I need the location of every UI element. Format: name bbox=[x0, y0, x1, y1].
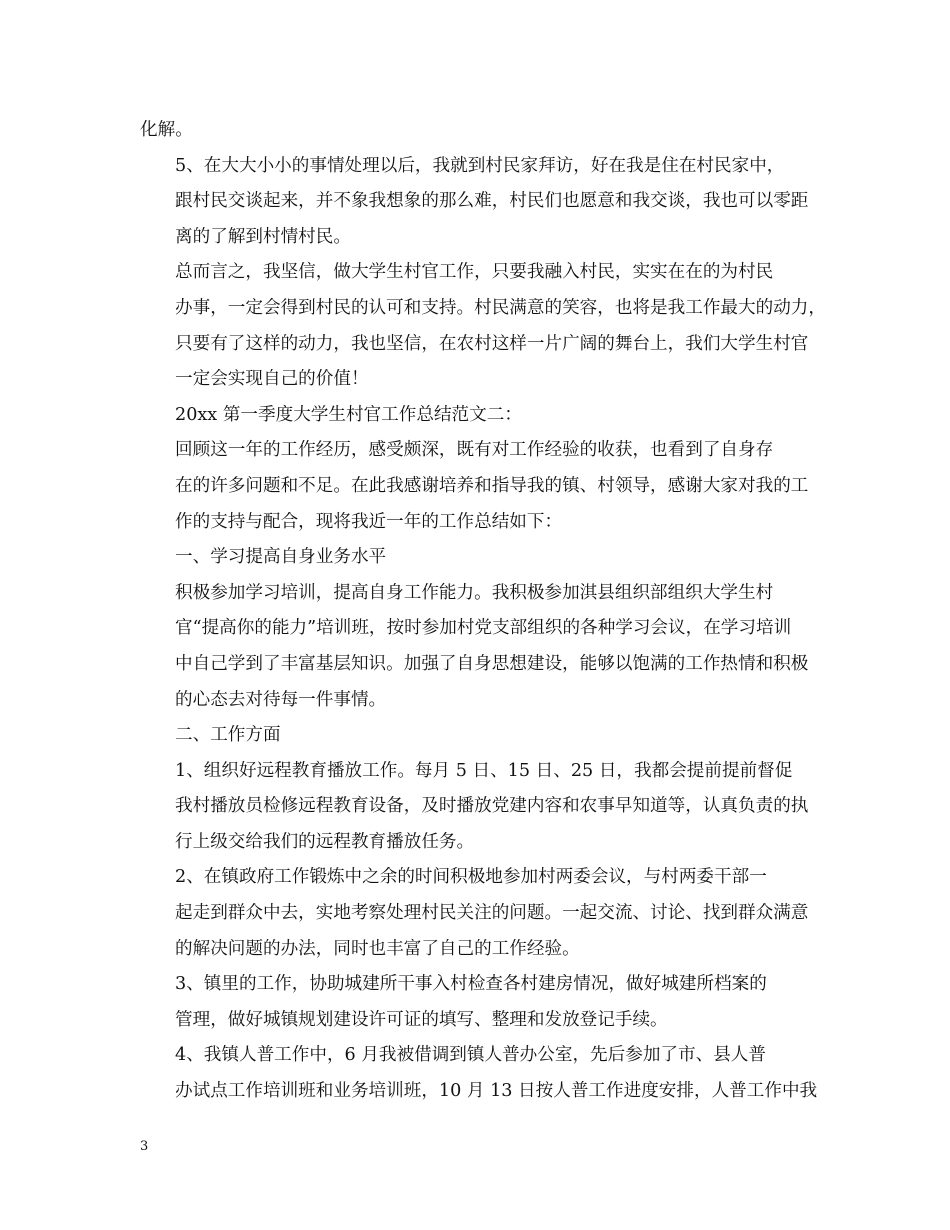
page-number: 3 bbox=[140, 1139, 149, 1154]
paragraph bbox=[140, 398, 810, 434]
text-line: 2、在镇政府工作锻炼中之余的时间积极地参加村两委会议，与村两委干部一 bbox=[175, 867, 767, 888]
text-line: 只要有了这样的动力，我也坚信，在农村这样一片广阔的舞台上，我们大学生村官 bbox=[175, 333, 809, 354]
text-line: 一定会实现自己的价值！ bbox=[175, 369, 369, 390]
paragraph bbox=[140, 576, 810, 718]
paragraph bbox=[140, 113, 810, 149]
paragraph bbox=[140, 149, 810, 256]
text-line: 我村播放员检修远程教育设备，及时播放党建内容和农事早知道等，认真负责的执 bbox=[175, 796, 809, 817]
text-line: 官“提高你的能力”培训班，按时参加村党支部组织的各种学习会议，在学习培训 bbox=[175, 618, 792, 639]
text-line: 4、我镇人普工作中，6 月我被借调到镇人普办公室，先后参加了市、县人普 bbox=[175, 1045, 766, 1066]
document-body bbox=[140, 113, 826, 1110]
text-line: 回顾这一年的工作经历，感受颇深，既有对工作经验的收获，也看到了自身存 bbox=[175, 440, 774, 461]
paragraph bbox=[140, 860, 810, 967]
text-line: 二、工作方面 bbox=[175, 725, 281, 746]
paragraph bbox=[140, 433, 810, 540]
text-line: 20xx 第一季度大学生村官工作总结范文二： bbox=[175, 404, 522, 425]
text-line: 化解。 bbox=[140, 120, 193, 140]
text-line: 管理，做好城镇规划建设许可证的填写、整理和发放登记手续。 bbox=[175, 1009, 668, 1030]
paragraph bbox=[140, 255, 826, 397]
text-line: 作的支持与配合，现将我近一年的工作总结如下： bbox=[175, 511, 563, 532]
paragraph bbox=[140, 754, 810, 861]
text-line: 的心态去对待每一件事情。 bbox=[175, 689, 387, 710]
text-line: 办试点工作培训班和业务培训班，10 月 13 日按人普工作进度安排，人普工作中我 bbox=[175, 1081, 818, 1102]
text-line: 起走到群众中去，实地考察处理村民关注的问题。一起交流、讨论、找到群众满意 bbox=[175, 903, 809, 924]
paragraph bbox=[140, 718, 810, 754]
text-line: 行上级交给我们的远程教育播放任务。 bbox=[175, 831, 475, 852]
text-line: 在的许多问题和不足。在此我感谢培养和指导我的镇、村领导，感谢大家对我的工 bbox=[175, 475, 809, 496]
paragraph bbox=[140, 540, 810, 576]
paragraph bbox=[140, 1038, 818, 1109]
paragraph bbox=[140, 967, 810, 1038]
text-line: 离的了解到村情村民。 bbox=[175, 226, 351, 247]
text-line: 的解决问题的办法，同时也丰富了自己的工作经验。 bbox=[175, 938, 580, 959]
text-line: 办事，一定会得到村民的认可和支持。村民满意的笑容，也将是我工作最大的动力， bbox=[175, 297, 826, 318]
text-line: 3、镇里的工作，协助城建所干事入村检查各村建房情况，做好城建所档案的 bbox=[175, 974, 767, 995]
text-line: 跟村民交谈起来，并不象我想象的那么难，村民们也愿意和我交谈，我也可以零距 bbox=[175, 191, 809, 212]
text-line: 1、组织好远程教育播放工作。每月 5 日、15 日、25 日，我都会提前提前督促 bbox=[175, 760, 793, 781]
text-line: 积极参加学习培训，提高自身工作能力。我积极参加淇县组织部组织大学生村 bbox=[175, 582, 774, 603]
text-line: 5、在大大小小的事情处理以后，我就到村民家拜访，好在我是住在村民家中， bbox=[175, 155, 785, 176]
text-line: 总而言之，我坚信，做大学生村官工作，只要我融入村民，实实在在的为村民 bbox=[175, 262, 774, 283]
text-line: 中自己学到了丰富基层知识。加强了自身思想建设，能够以饱满的工作热情和积极 bbox=[175, 653, 809, 674]
text-line: 一、学习提高自身业务水平 bbox=[175, 547, 387, 568]
